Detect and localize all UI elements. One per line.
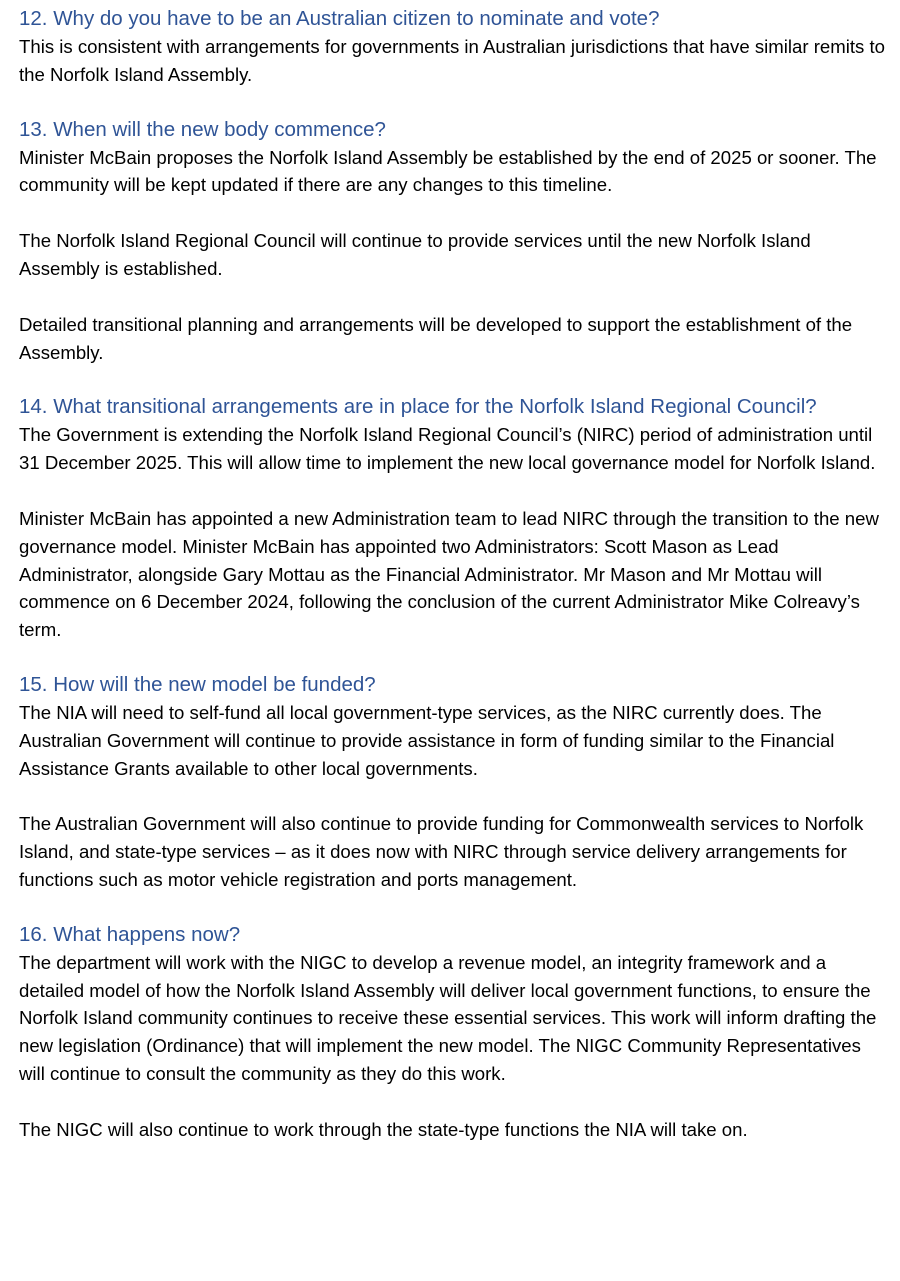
answer-paragraph: This is consistent with arrangements for governments in Australian jurisdictions that have similar remits to the Norfolk Island Assembly.: [19, 36, 885, 85]
question-heading: 15. How will the new model be funded?: [19, 672, 376, 696]
answer-paragraph: The Government is extending the Norfolk Island Regional Council’s (NIRC) period of administration until 31 December 2025. This will allow time to implement the new local governance model for Norfolk Island.: [19, 424, 876, 474]
question-heading: 13. When will the new body commence?: [19, 117, 386, 141]
answer-paragraph: The Australian Government will also continue to provide funding for Commonwealth services to Norfolk Island, and state-type services – as it does now with NIRC through service delivery arrangements for functions such as motor vehicle registration and ports management.: [19, 813, 864, 890]
faq-document: [19, 5, 885, 1171]
faq-section-12: [19, 5, 885, 89]
question-heading: 12. Why do you have to be an Australian citizen to nominate and vote?: [19, 7, 660, 30]
answer-paragraph: Detailed transitional planning and arrangements will be developed to support the establishment of the Assembly.: [19, 313, 853, 363]
question-heading: 14. What transitional arrangements are in place for the Norfolk Island Regional Council?: [19, 395, 817, 419]
answer-paragraph: The NIA will need to self-fund all local government-type services, as the NIRC currently does. The Australian Government will continue to provide assistance in form of funding similar to the Financial Assistance Grants available to other local governments.: [19, 701, 835, 779]
faq-section-16: [19, 921, 885, 1144]
answer-paragraph: Minister McBain has appointed a new Administration team to lead NIRC through the transition to the new governance model. Minister McBain has appointed two Administrators: Scott Mason as Lead Administrator, alongside Gary Mottau as the Financial Administrator. Mr Mason and Mr Mottau will commence on 6 December 2024, following the conclusion of the current Administrator Mike Colreavy’s term.: [19, 507, 879, 641]
answer-paragraph: The department will work with the NIGC to develop a revenue model, an integrity framework and a detailed model of how the Norfolk Island Assembly will deliver local government functions, to ensure the Norfolk Island community continues to receive these essential services. This work will inform drafting the new legislation (Ordinance) that will implement the new model. The NIGC Community Representatives will continue to consult the community as they do this work.: [19, 951, 877, 1084]
answer-paragraph: The Norfolk Island Regional Council will continue to provide services until the new Norfolk Island Assembly is established.: [19, 230, 811, 279]
answer-paragraph: The NIGC will also continue to work through the state-type functions the NIA will take on.: [19, 1118, 748, 1140]
faq-section-13: [19, 116, 885, 367]
question-heading: 16. What happens now?: [19, 922, 241, 946]
answer-paragraph: Minister McBain proposes the Norfolk Island Assembly be established by the end of 2025 or sooner. The community will be kept updated if there are any changes to this timeline.: [19, 146, 877, 196]
faq-section-15: [19, 671, 885, 894]
faq-section-14: [19, 393, 885, 644]
